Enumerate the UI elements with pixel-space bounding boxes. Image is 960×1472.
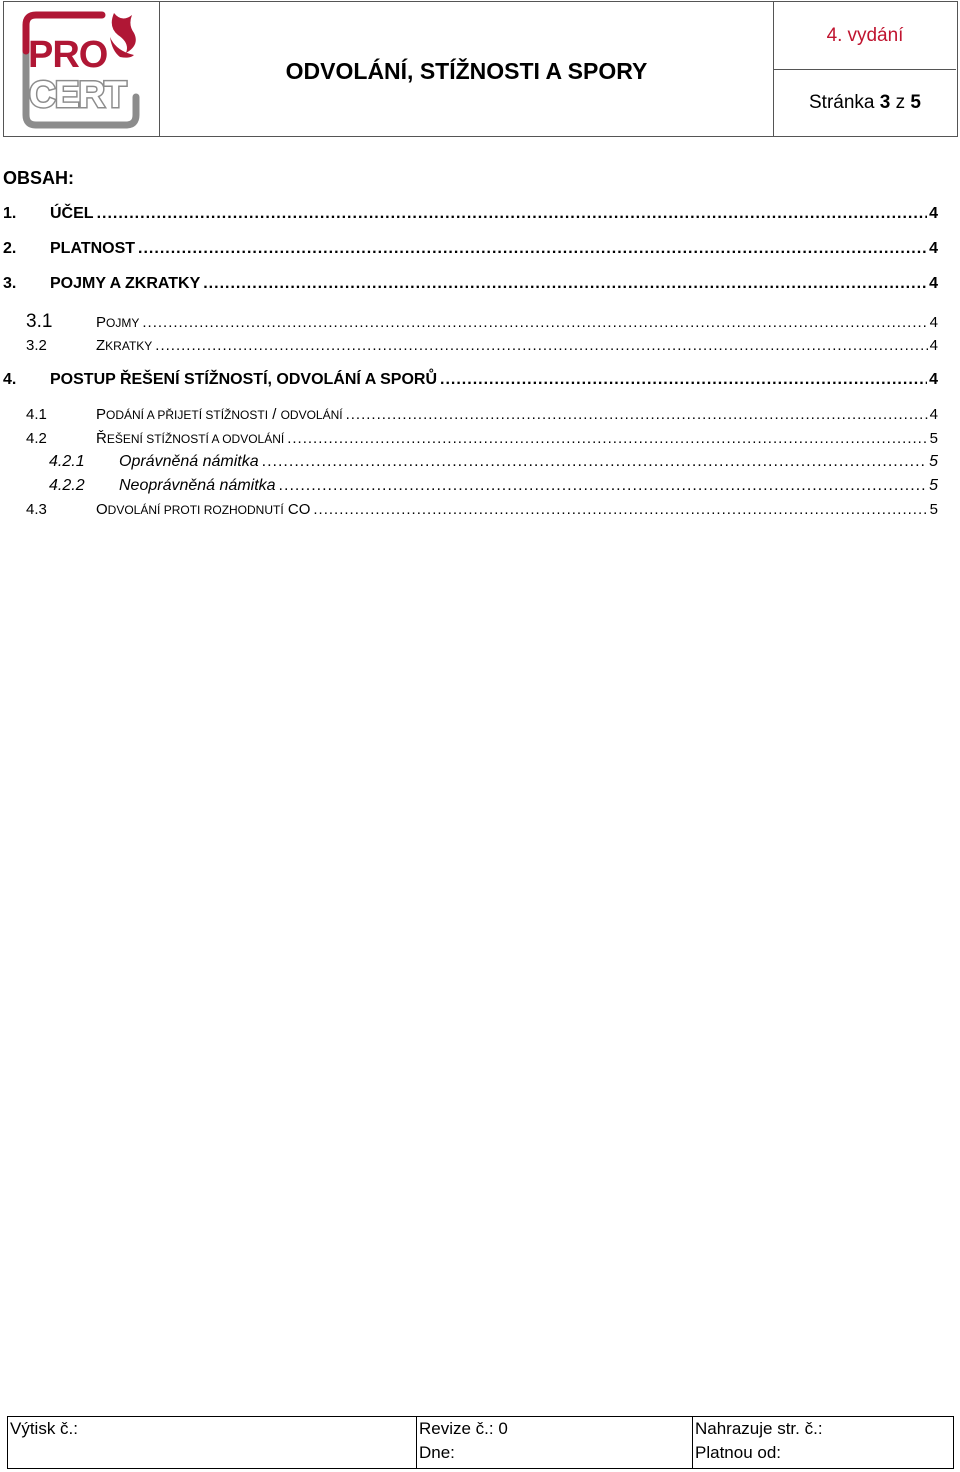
toc-entry-title: PODÁNÍ A PŘIJETÍ STÍŽNOSTI / ODVOLÁNÍ	[96, 406, 343, 423]
footer-valid-from: Platnou od:	[695, 1443, 782, 1462]
logo-text-pro: PRO	[28, 34, 108, 76]
toc-entry-page: 5	[929, 430, 938, 447]
document-header	[3, 1, 958, 137]
toc-entry-1[interactable]	[3, 205, 938, 223]
document-footer	[7, 1416, 954, 1469]
footer-replaces: Nahrazuje str. č.:	[695, 1419, 823, 1438]
toc-entry-number: 2.	[3, 240, 17, 257]
toc-entry-number: 3.1	[26, 311, 53, 332]
toc-entry-page: 5	[929, 453, 938, 470]
page-current: 3	[879, 92, 891, 113]
toc-entry-4-2[interactable]	[26, 430, 938, 447]
toc-entry-number: 4.2.2	[49, 477, 85, 494]
toc-entry-title: ÚČEL	[50, 205, 94, 222]
toc-entry-title: Oprávněná námitka	[119, 453, 259, 470]
toc-leader-dots	[262, 453, 927, 471]
logo-text-cert: CERT	[29, 74, 126, 115]
toc-entry-number: 4.2.1	[49, 453, 85, 470]
page-total: 5	[910, 92, 921, 113]
toc-entry-4-3[interactable]	[26, 501, 938, 518]
toc-entry-number: 3.	[3, 275, 17, 292]
page-number-cell	[774, 70, 956, 136]
toc-entry-number: 4.2	[26, 430, 47, 447]
toc-entry-page: 4	[929, 406, 938, 423]
toc-entry-page: 4	[929, 337, 938, 354]
toc-entry-title: ODVOLÁNÍ PROTI ROZHODNUTÍ CO	[96, 501, 311, 518]
toc-entry-4[interactable]	[3, 371, 938, 389]
toc-entry-title: POSTUP ŘEŠENÍ STÍŽNOSTÍ, ODVOLÁNÍ A SPORŮ	[50, 371, 438, 388]
footer-col-revision	[417, 1417, 693, 1468]
toc-entry-page: 4	[929, 371, 938, 388]
toc-leader-dots	[313, 501, 927, 518]
edition-word: vydání	[847, 24, 904, 46]
toc-entry-page: 4	[929, 275, 938, 292]
toc-leader-dots	[203, 275, 927, 293]
footer-col-replaces	[693, 1417, 953, 1468]
toc-entry-title: ŘEŠENÍ STÍŽNOSTÍ A ODVOLÁNÍ	[96, 430, 285, 447]
toc-leader-dots	[138, 240, 927, 258]
toc-entry-3-1[interactable]	[26, 311, 938, 333]
procert-logo-icon	[22, 11, 140, 129]
footer-print-number: Výtisk č.:	[10, 1419, 79, 1438]
footer-col-print	[8, 1417, 417, 1468]
toc-entry-title: POJMY	[96, 314, 140, 331]
page-mid: z	[890, 92, 911, 113]
toc-entry-number: 1.	[3, 205, 17, 222]
toc-leader-dots	[287, 430, 927, 447]
toc-entry-number: 4.1	[26, 406, 47, 423]
toc-entry-page: 5	[929, 477, 938, 494]
toc-leader-dots	[97, 205, 928, 223]
document-title: ODVOLÁNÍ, STÍŽNOSTI A SPORY	[285, 57, 648, 84]
toc-entry-number: 4.	[3, 371, 17, 388]
toc-entry-title: POJMY A ZKRATKY	[50, 275, 201, 292]
toc-entry-page: 4	[929, 314, 938, 331]
toc-leader-dots	[155, 337, 927, 354]
edition-cell	[774, 2, 956, 70]
toc-entry-page: 4	[929, 240, 938, 257]
toc-entry-title: PLATNOST	[50, 240, 136, 257]
footer-revision-number: Revize č.: 0	[419, 1419, 508, 1438]
toc-entry-number: 3.2	[26, 337, 47, 354]
footer-date: Dne:	[419, 1443, 455, 1462]
logo-cell	[4, 2, 160, 136]
toc-entry-page: 5	[929, 501, 938, 518]
toc-entry-3-2[interactable]	[26, 337, 938, 354]
toc-entry-title: Neoprávněná námitka	[119, 477, 276, 494]
toc-heading: OBSAH:	[3, 168, 74, 188]
page-prefix: Stránka	[809, 92, 880, 113]
toc-entry-page: 4	[929, 205, 938, 222]
toc-leader-dots	[440, 371, 927, 389]
toc-entry-4-2-2[interactable]	[49, 477, 938, 495]
toc-leader-dots	[346, 406, 928, 423]
toc-entry-3[interactable]	[3, 275, 938, 293]
toc-entry-4-2-1[interactable]	[49, 453, 938, 471]
toc-entry-4-1[interactable]	[26, 406, 938, 423]
toc-entry-2[interactable]	[3, 240, 938, 258]
edition-number: 4.	[826, 24, 843, 46]
toc-leader-dots	[279, 477, 928, 495]
toc-leader-dots	[142, 314, 927, 331]
toc-entry-title: ZKRATKY	[96, 337, 153, 354]
title-cell	[160, 2, 774, 136]
toc-entry-number: 4.3	[26, 501, 47, 518]
